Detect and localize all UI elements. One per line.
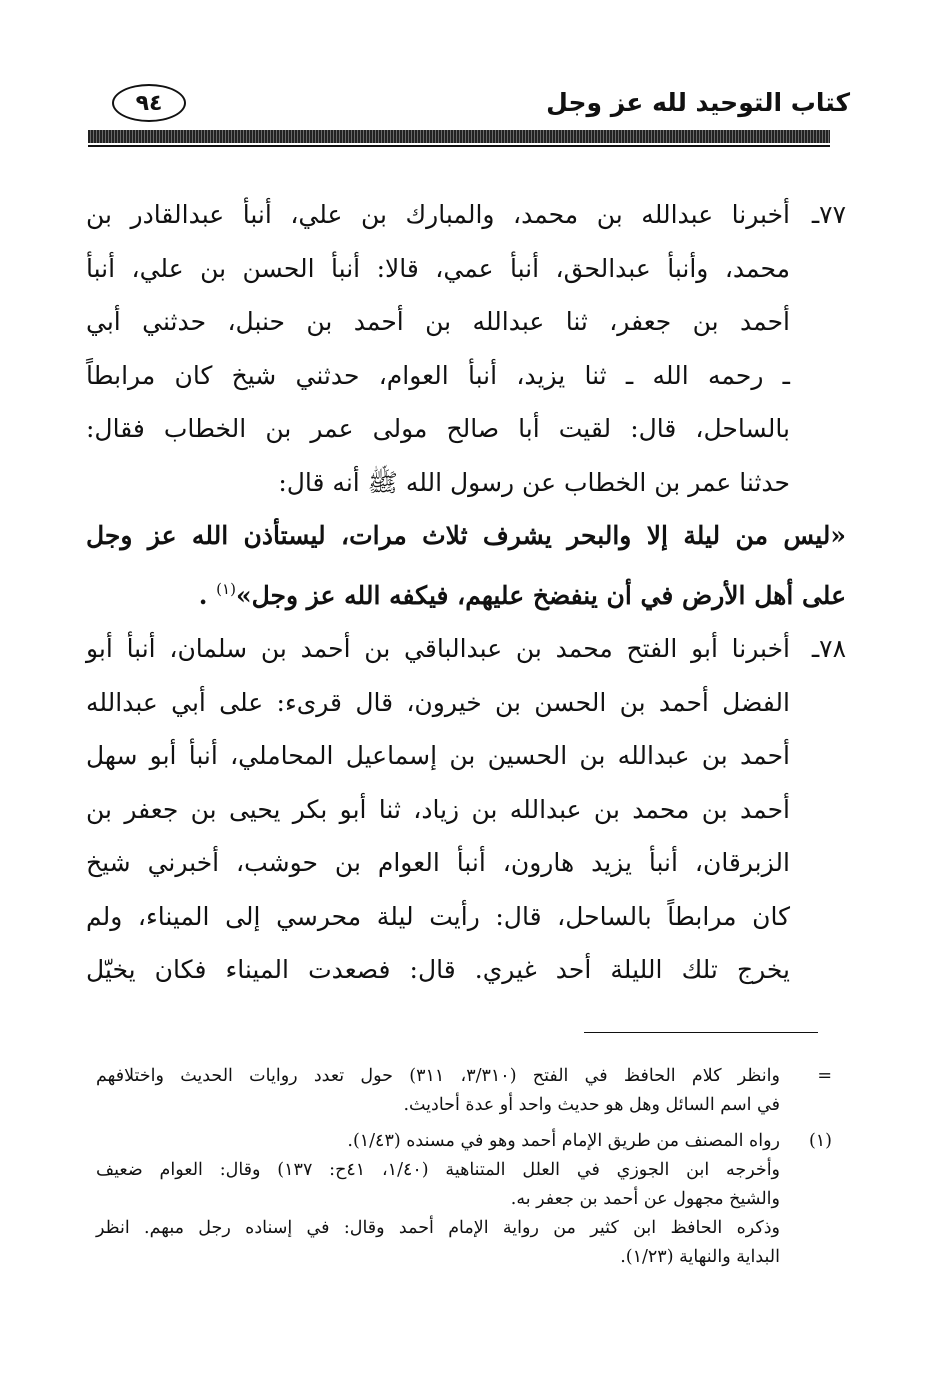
main-text — [86, 188, 846, 997]
footnote-line: البداية والنهاية (١/٢٣). — [620, 1247, 780, 1267]
footnote-divider — [584, 1032, 818, 1033]
footnote-line: في اسم السائل وهل هو حديث واحد أو عدة أحاديث. — [403, 1095, 780, 1115]
book-title: كتاب التوحيد لله عز وجل — [546, 88, 850, 117]
text-line: الزبرقان، أنبأ يزيد هارون، أنبأ العوام بن حوشب، أخبرني شيخ — [86, 848, 790, 877]
text-line: بالساحل، قال: لقيت أبا صالح مولى عمر بن الخطاب فقال: — [86, 414, 790, 443]
text-line: ـ رحمه الله ـ ثنا يزيد، أنبأ العوام، حدثني شيخ كان مرابطاً — [86, 360, 790, 390]
text-line: أحمد بن عبدالله بن الحسين بن إسماعيل المحاملي، أنبأ أبو سهل — [86, 741, 790, 770]
entry-77 — [86, 188, 846, 509]
hadith-end: . — [198, 580, 217, 610]
footnotes — [96, 1062, 836, 1272]
footnote-1-cont-b — [96, 1214, 836, 1272]
hadith-line: على أهل الأرض في أن ينفضخ عليهم، فيكفه الله عز وجل» — [235, 580, 846, 610]
text-line: يخرج تلك الليلة أحد غيري. قال: فصعدت الميناء فكان يخيّل — [86, 955, 790, 984]
footnote-line: وأخرجه ابن الجوزي في العلل المتناهية (١/٤٠، ٤١ح: ١٣٧) وقال: العوام ضعيف — [96, 1160, 781, 1180]
footnote-1-cont-a — [96, 1156, 836, 1214]
footnote-line: رواه المصنف من طريق الإمام أحمد وهو في مسنده (١/٤٣). — [347, 1131, 780, 1151]
entry-number: ٧٧ـ — [811, 200, 846, 229]
page-number-badge: ٩٤ — [112, 84, 186, 122]
header-divider — [88, 130, 830, 143]
text-line: حدثنا عمر بن الخطاب عن رسول الله ﷺ أنه قال: — [278, 467, 790, 497]
entry-78 — [86, 622, 846, 997]
text-line: أخبرنا عبدالله بن محمد، والمبارك بن علي، أنبأ عبدالقادر بن — [86, 200, 790, 229]
footnote-marker: = — [817, 1066, 832, 1086]
footnote-continuation — [96, 1062, 836, 1120]
page-header — [90, 80, 850, 130]
text-line: أخبرنا أبو الفتح محمد بن عبدالباقي بن أحمد بن سلمان، أنبأ أبو — [86, 634, 790, 663]
text-line: الفضل أحمد بن الحسن بن خيرون، قال قرىء: على أبي عبدالله — [86, 687, 790, 717]
footnote-line: وذكره الحافظ ابن كثير من رواية الإمام أحمد وقال: في إسناده رجل مبهم. انظر — [96, 1218, 780, 1238]
footnote-line: وانظر كلام الحافظ في الفتح (٣/٣١٠، ٣١١) حول تعدد روايات الحديث واختلافهم — [96, 1066, 780, 1086]
footnote-line: والشيخ مجهول عن أحمد بن جعفر به. — [510, 1189, 780, 1209]
text-line: محمد، وأنبأ عبدالحق، أنبأ عمي، قالا: أنبأ الحسن بن علي، أنبأ — [86, 253, 790, 283]
hadith-line: «ليس من ليلة إلا والبحر يشرف ثلاث مرات، ليستأذن الله عز وجل — [86, 521, 846, 550]
footnote-ref: (١) — [216, 579, 236, 598]
text-line: أحمد بن جعفر، ثنا عبدالله بن أحمد بن حنبل، حدثني أبي — [86, 307, 790, 336]
footnote-1 — [96, 1127, 836, 1156]
hadith-text — [86, 509, 846, 622]
text-line: أحمد بن محمد بن عبدالله بن زياد، ثنا أبو بكر يحيى بن جعفر بن — [86, 794, 790, 824]
footnote-marker: (١) — [808, 1131, 832, 1151]
entry-number: ٧٨ـ — [811, 634, 846, 663]
hadith-line-last — [86, 563, 846, 623]
text-line: كان مرابطاً بالساحل، قال: رأيت ليلة محرسي إلى الميناء، ولم — [86, 901, 790, 931]
